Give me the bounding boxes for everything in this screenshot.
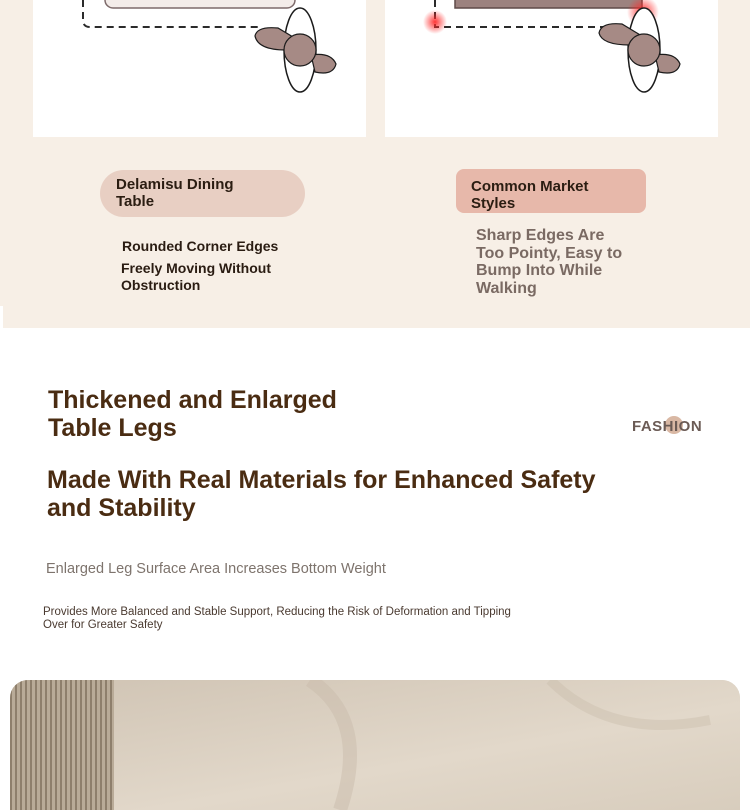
ours-label-pill	[100, 170, 305, 217]
rounded-table-illustration	[33, 0, 366, 137]
section-heading: Thickened and Enlarged Table Legs	[48, 386, 337, 442]
market-product-name: Common Market Styles	[471, 178, 589, 212]
band-edge	[0, 306, 3, 328]
sharp-table-diagram	[385, 0, 718, 137]
fashion-logo-mark	[632, 414, 704, 438]
rounded-table-diagram	[33, 0, 366, 137]
product-photo	[10, 680, 740, 810]
leg-detail: Provides More Balanced and Stable Support, Reducing the Risk of Deformation and Tipping Over for Greater Safety	[43, 606, 511, 631]
sharp-table-illustration	[385, 0, 718, 137]
tabletop-sharp	[455, 0, 642, 8]
section-subheading: Made With Real Materials for Enhanced Safety and Stability	[47, 466, 596, 522]
tabletop	[105, 0, 295, 8]
leg-point: Enlarged Leg Surface Area Increases Bottom Weight	[46, 561, 386, 577]
ours-feature-2: Freely Moving Without Obstruction	[121, 260, 271, 293]
market-label-pill	[456, 169, 646, 213]
person-icon	[599, 8, 680, 92]
person-icon	[255, 8, 336, 92]
svg-text:FASHION: FASHION	[632, 418, 703, 435]
fashion-logo	[632, 414, 704, 443]
ours-feature-1: Rounded Corner Edges	[122, 238, 279, 254]
ours-product-name: Delamisu Dining Table	[116, 176, 234, 210]
hazard-glow-left	[423, 10, 447, 34]
market-drawback: Sharp Edges Are Too Pointy, Easy to Bump Into While Walking	[476, 227, 623, 297]
product-photo-image	[10, 680, 740, 810]
